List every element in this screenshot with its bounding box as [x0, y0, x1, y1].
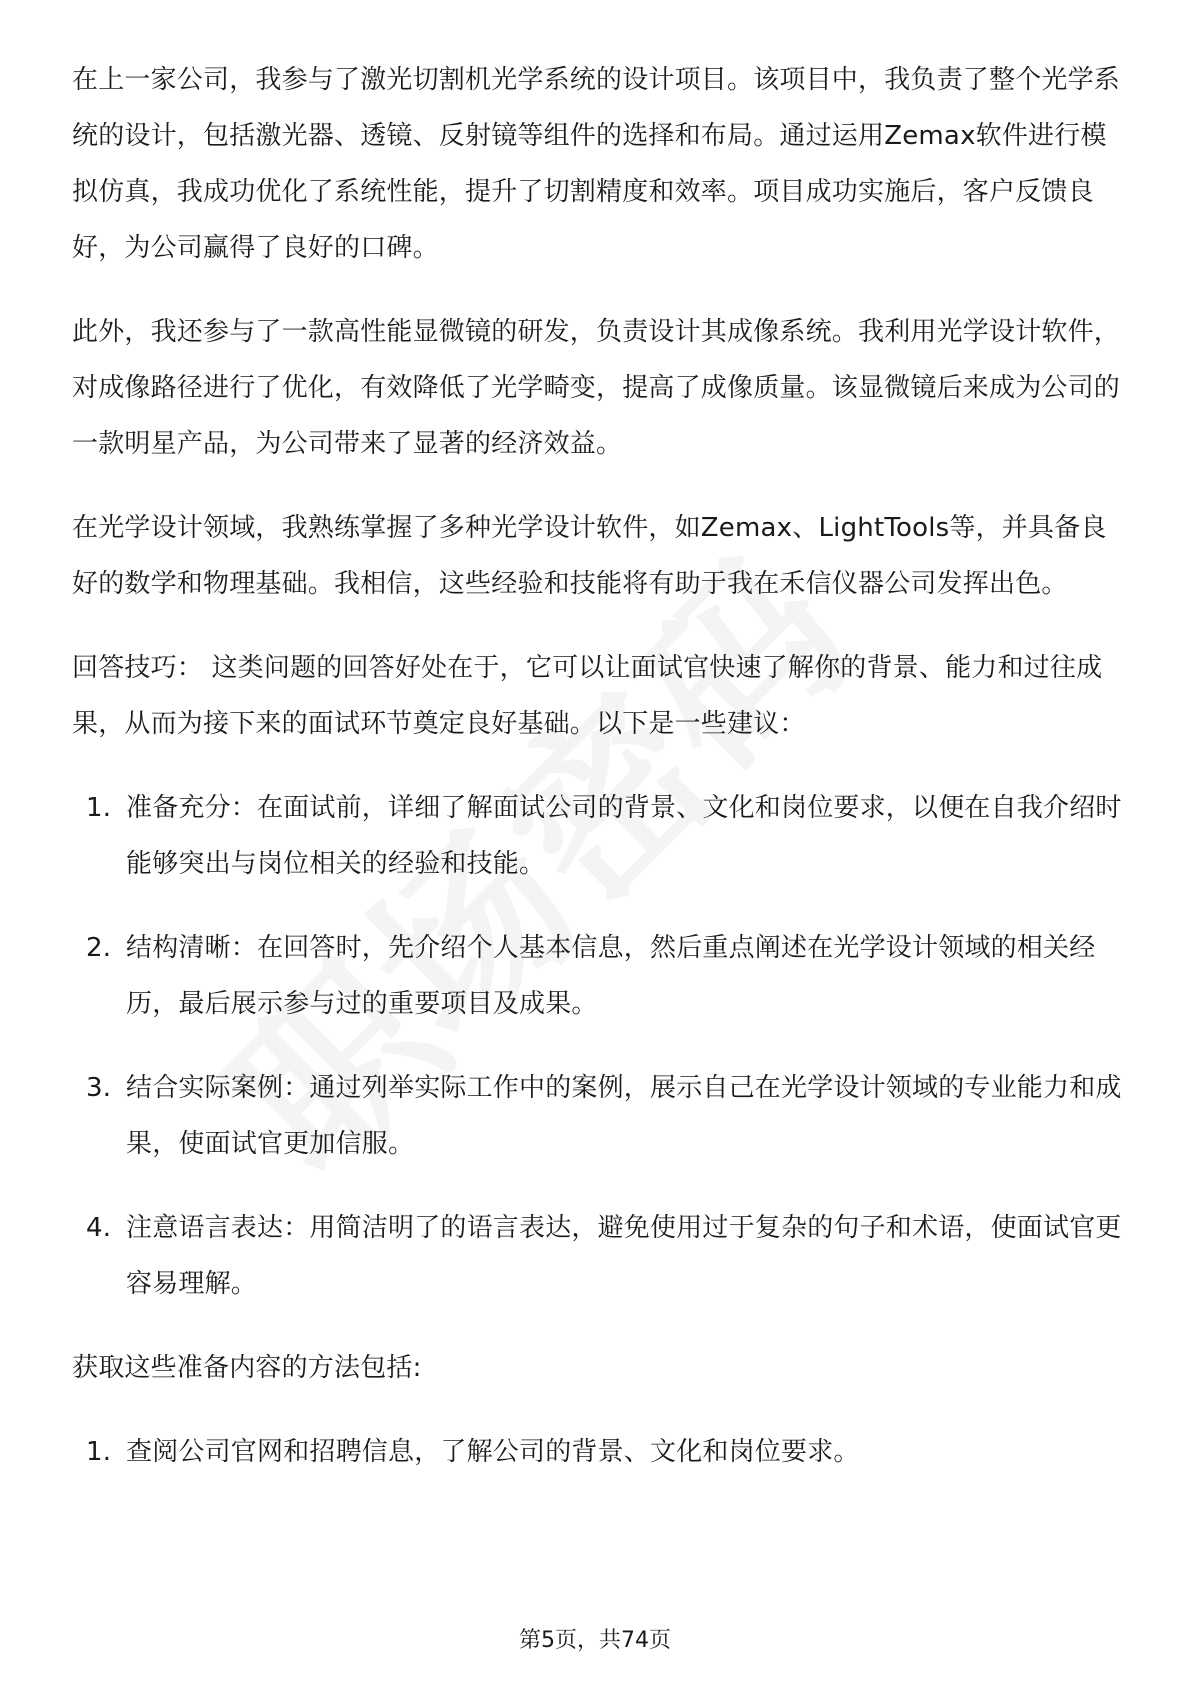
list-item-text: 结合实际案例：通过列举实际工作中的案例，展示自己在光学设计领域的专业能力和成果，使面试官更加信服。	[126, 1073, 1122, 1159]
list-item	[72, 780, 1122, 892]
list-number: 4.	[86, 1213, 112, 1243]
paragraph-microscope-project: 此外，我还参与了一款高性能显微镜的研发，负责设计其成像系统。我利用光学设计软件，对成像路径进行了优化，有效降低了光学畸变，提高了成像质量。该显微镜后来成为公司的一款明星产品，为公司带来了显著的经济效益。	[72, 317, 1121, 459]
list-number: 2.	[86, 933, 112, 963]
tips-list	[72, 780, 1122, 1312]
list-item	[72, 1200, 1122, 1312]
paragraph-software-skills: 在光学设计领域，我熟练掌握了多种光学设计软件，如Zemax、LightTools等，并具备良好的数学和物理基础。我相信，这些经验和技能将有助于我在禾信仪器公司发挥出色。	[72, 513, 1107, 599]
page-footer: 第5页，共74页	[519, 1628, 671, 1653]
list-item-text: 查阅公司官网和招聘信息，了解公司的背景、文化和岗位要求。	[126, 1437, 860, 1467]
list-number: 1.	[86, 793, 112, 823]
list-item-text: 准备充分：在面试前，详细了解面试公司的背景、文化和岗位要求，以便在自我介绍时能够突出与岗位相关的经验和技能。	[126, 793, 1122, 879]
list-item-text: 注意语言表达：用简洁明了的语言表达，避免使用过于复杂的句子和术语，使面试官更容易理解。	[126, 1213, 1122, 1299]
list-number: 3.	[86, 1073, 112, 1103]
list-item	[72, 1060, 1122, 1172]
paragraph-laser-project: 在上一家公司，我参与了激光切割机光学系统的设计项目。该项目中，我负责了整个光学系统的设计，包括激光器、透镜、反射镜等组件的选择和布局。通过运用Zemax软件进行模拟仿真，我成功优化了系统性能，提升了切割精度和效率。项目成功实施后，客户反馈良好，为公司赢得了良好的口碑。	[72, 65, 1121, 263]
list-item	[72, 920, 1122, 1032]
methods-list	[72, 1424, 1122, 1480]
list-item	[72, 1424, 1122, 1480]
paragraph-answer-tips: 回答技巧： 这类问题的回答好处在于，它可以让面试官快速了解你的背景、能力和过往成果，从而为接下来的面试环节奠定良好基础。以下是一些建议：	[72, 653, 1103, 739]
paragraph-methods-intro: 获取这些准备内容的方法包括:	[72, 1353, 422, 1383]
list-number: 1.	[86, 1437, 112, 1467]
document-body	[72, 52, 1122, 1508]
list-item-text: 结构清晰：在回答时，先介绍个人基本信息，然后重点阐述在光学设计领域的相关经历，最后展示参与过的重要项目及成果。	[126, 933, 1096, 1019]
